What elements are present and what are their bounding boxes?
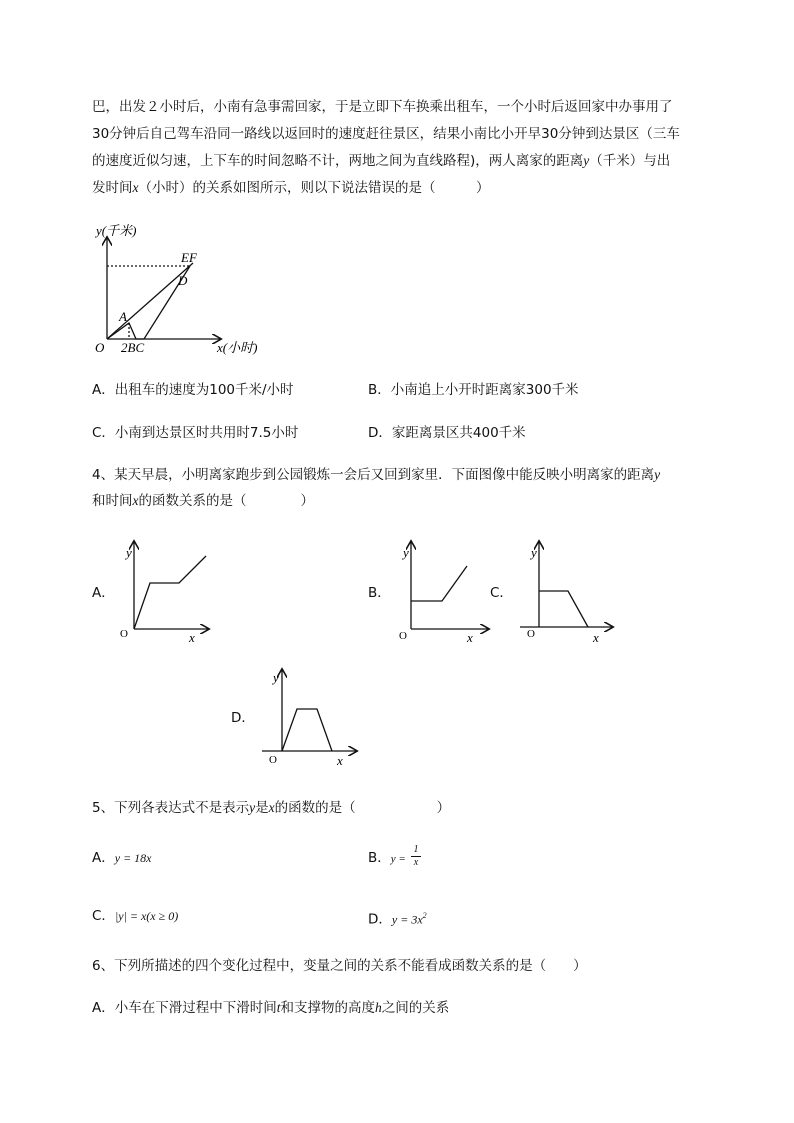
q3-option-d[interactable]: D．家距离景区共400千米 (368, 425, 526, 441)
q4b-origin: O (399, 630, 407, 642)
q4a-xlabel: x (189, 630, 195, 645)
q5-var-y: y (249, 800, 256, 815)
q6-stem: 6、下列所描述的四个变化过程中，变量之间的关系不能看成函数关系的是（ ） (92, 958, 587, 974)
q4-option-a-label[interactable]: A． (92, 585, 115, 601)
q6-option-a[interactable] (92, 998, 449, 1018)
q5-b-fraction (411, 844, 421, 869)
q6-a-mid: 和支撑物的高度 (280, 1000, 376, 1016)
q5-a-expr: y = 18x (114, 851, 152, 865)
q5-option-c[interactable] (92, 906, 178, 926)
q4-var-y: y (654, 467, 661, 482)
q3-line-3-tail: （千米）与出 (589, 153, 671, 169)
q3-point-ef: EF (181, 250, 197, 265)
q3-point-d: D (178, 273, 188, 288)
q4-option-b-label[interactable]: B． (368, 585, 391, 601)
q5-mid: 是 (255, 800, 269, 816)
q5-stem (92, 798, 450, 818)
q5-d-exponent: 2 (422, 911, 427, 920)
q5-c-label: C． (92, 908, 115, 924)
q3-var-x: x (132, 180, 139, 195)
q4-graph-b[interactable] (399, 542, 488, 645)
q4b-xlabel: x (467, 630, 473, 645)
q4-graph-d[interactable] (262, 670, 356, 768)
q3-xlabel: x(小时) (217, 340, 258, 355)
q5-b-lhs: y = (390, 853, 406, 865)
q4-line-2-tail: 的函数关系的是（ ） (138, 493, 314, 509)
q5-b-denominator: x (413, 857, 419, 868)
q4c-xlabel: x (593, 630, 599, 645)
q5-a-label: A． (92, 850, 115, 866)
q5-var-x: x (268, 800, 275, 815)
q3-option-b[interactable]: B．小南追上小开时距离家300千米 (368, 382, 579, 398)
q5-b-label: B． (368, 850, 391, 866)
q4-option-d-label[interactable]: D． (231, 710, 255, 726)
q4d-origin: O (269, 754, 277, 766)
q4d-ylabel: y (273, 670, 279, 685)
q3-option-a[interactable]: A．出租车的速度为100千米/小时 (92, 382, 294, 398)
q4-line-1-text: 4、某天早晨，小明离家跑步到公园锻炼一会后又回到家里．下面图像中能反映小明离家的距离 (92, 467, 655, 483)
q4a-ylabel: y (126, 545, 132, 560)
q4a-curve (134, 556, 206, 629)
q6-var-h: h (375, 1000, 382, 1015)
q5-d-label: D． (368, 911, 392, 928)
q4a-origin: O (120, 628, 128, 640)
q3-ylabel: y(千米) (96, 223, 137, 238)
q5-b-numerator: 1 (411, 844, 421, 857)
q5-option-b[interactable] (368, 848, 406, 869)
q5-head: 5、下列各表达式不是表示 (92, 800, 250, 816)
q3-line-4-head: 发时间 (92, 180, 133, 196)
q6-var-t: t (276, 1000, 281, 1015)
q3-line-4-tail: （小时）的关系如图所示，则以下说法错误的是（ ） (138, 180, 490, 196)
q3-line-3-text: 的速度近似匀速，上下车的时间忽略不计，两地之间为直线路程)，两人离家的距离 (92, 153, 584, 169)
q4c-ylabel: y (531, 545, 537, 560)
q3-origin: O (95, 340, 105, 355)
q3-var-y: y (583, 153, 590, 168)
q3-point-a: A (119, 309, 127, 324)
q5-c-expr: |y| = x(x ≥ 0) (114, 909, 179, 923)
q3-option-c[interactable]: C．小南到达景区时共用时7.5小时 (92, 425, 299, 441)
q4d-xlabel: x (337, 753, 343, 768)
q4c-curve (539, 591, 588, 627)
q4c-origin: O (527, 628, 535, 640)
q4-option-c-label[interactable]: C． (490, 585, 513, 601)
q5-tail: 的函数的是（ ） (274, 800, 451, 816)
q3-line-1: 巴，出发２小时后，小南有急事需回家，于是立即下车换乘出租车，一个小时后返回家中办事用了 (92, 99, 673, 115)
q6-a-pre: A．小车在下滑过程中下滑时间 (92, 1000, 277, 1016)
q3-line-2: 30分钟后自己驾车沿同一路线以返回时的速度赶往景区，结果小南比小开早30分钟到达景区（三车 (92, 126, 680, 142)
q3-point-2bc: 2BC (121, 340, 145, 355)
q5-d-expr: y = 3x (391, 912, 423, 927)
q5-option-a[interactable] (92, 848, 152, 868)
q4b-curve (411, 566, 467, 601)
q4-graph-c[interactable] (520, 542, 612, 645)
q4d-curve (282, 709, 332, 751)
q4-var-x: x (132, 493, 139, 508)
q5-option-d[interactable] (368, 906, 427, 930)
q4-line-2-head: 和时间 (92, 493, 133, 509)
q6-a-tail: 之间的关系 (381, 1000, 450, 1016)
q4-graph-a[interactable] (120, 542, 208, 645)
q4b-ylabel: y (403, 545, 409, 560)
